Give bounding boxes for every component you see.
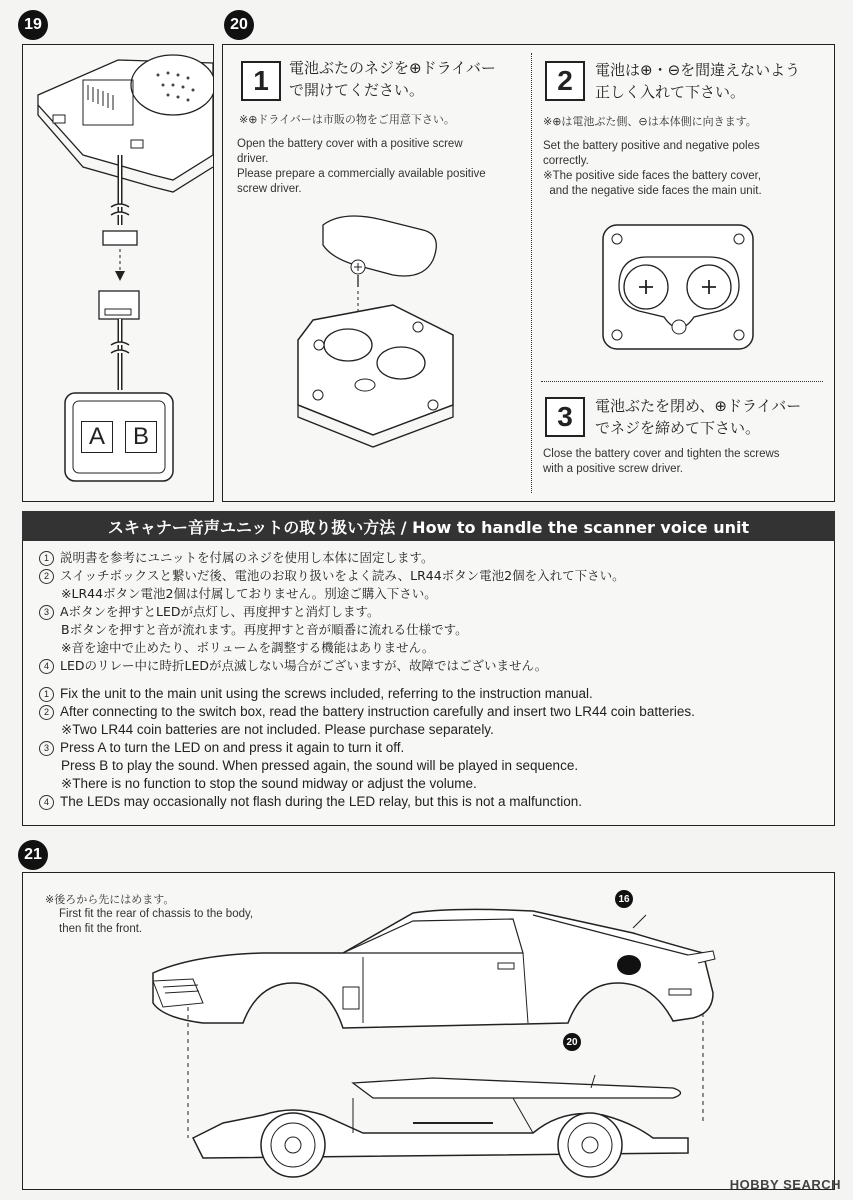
step-20-divider-horizontal [541, 381, 823, 382]
switch-button-b [125, 421, 157, 453]
substep-2-english-line: correctly. [543, 155, 589, 167]
substep-1-number: 1 [241, 61, 281, 101]
part-16-badge [615, 890, 633, 908]
scanner-section-title: スキャナー音声ユニットの取り扱い方法 / How to handle the scanner voice unit [22, 511, 835, 541]
switch-button-a-label: A [88, 423, 105, 450]
step-20-number: 20 [230, 16, 248, 33]
part-20-badge [563, 1033, 581, 1051]
switch-button-b-label: B [132, 423, 149, 450]
step-19-number: 19 [24, 16, 42, 33]
switch-button-a [81, 421, 113, 453]
en-instruction-3-note: ※There is no function to stop the sound midway or adjust the volume. [61, 776, 477, 791]
step-20-divider-vertical [531, 53, 532, 493]
substep-1-note: ※⊕ドライバーは市販の物をご用意下さい。 [239, 113, 455, 126]
jp-instruction-2: 2 スイッチボックスと繋いだ後、電池のお取り扱いをよく読み、LR44ボタン電池2個を入れて下さい。 [39, 567, 625, 585]
substep-1-english-line: Please prepare a commercially available positive [237, 168, 486, 180]
jp-instruction-3: 3 Aボタンを押すとLEDが点灯し、再度押すと消灯します。 [39, 603, 380, 621]
substep-1-english-line: driver. [237, 153, 269, 165]
jp-instruction-3-b: Bボタンを押すと音が流れます。再度押すと音が順番に流れる仕様です。 [61, 622, 468, 637]
substep-1-english-line: screw driver. [237, 183, 302, 195]
substep-2-english-line: and the negative side faces the main unit. [543, 185, 762, 197]
jp-instruction-2-note: ※LR44ボタン電池2個は付属しておりません。別途ご購入下さい。 [61, 586, 437, 601]
step-20-badge [224, 10, 254, 40]
substep-1-english [237, 137, 527, 197]
substep-2-title-line2: 正しく入れて下さい。 [595, 83, 746, 101]
en-instruction-3: 3 Press A to turn the LED on and press it again to turn it off. [39, 739, 404, 757]
assembly-note-en-2: then fit the front. [59, 923, 143, 935]
step-20-panel [222, 44, 835, 502]
en-instruction-4: 4 The LEDs may occasionally not flash during the LED relay, but this is not a malfunction. [39, 793, 582, 811]
substep-2-note: ※⊕は電池ぶた側、⊖は本体側に向きます。 [543, 115, 757, 128]
substep-3-number: 3 [545, 397, 585, 437]
substep-1-title-line2: で開けてください。 [289, 81, 425, 99]
en-instruction-3-b: Press B to play the sound. When pressed again, the sound will be played in sequence. [61, 758, 579, 773]
step-21-badge [18, 840, 48, 870]
substep-2-english-line: ※The positive side faces the battery cover, [543, 170, 762, 182]
assembly-note-jp: ※後ろから先にはめます。 [45, 893, 175, 906]
part-16-label: 16 [618, 893, 630, 905]
battery-holder-illustration [599, 221, 759, 353]
part-20-label: 20 [566, 1036, 578, 1048]
en-instruction-1: 1 Fix the unit to the main unit using the screws included, referring to the instruction manual. [39, 685, 593, 703]
battery-cover-open-illustration [283, 205, 483, 475]
jp-instruction-3-note: ※音を途中で止めたり、ボリュームを調整する機能はありません。 [61, 640, 435, 655]
jp-instruction-4: 4 LEDのリレー中に時折LEDが点滅しない場合がございますが、故障ではございません。 [39, 657, 547, 675]
substep-3-title-line2: でネジを締めて下さい。 [595, 419, 761, 437]
substep-2-english-line: Set the battery positive and negative poles [543, 140, 760, 152]
scanner-instructions [22, 541, 835, 826]
substep-1-title-line1: 電池ぶたのネジを⊕ドライバー [289, 59, 496, 77]
substep-3-title-line1: 電池ぶたを閉め、⊕ドライバー [595, 397, 802, 415]
car-assembly-illustration [113, 883, 813, 1183]
scanner-unit-illustration [23, 45, 213, 501]
substep-3-english-line: with a positive screw driver. [543, 463, 683, 475]
en-instruction-2-note: ※Two LR44 coin batteries are not included. Please purchase separately. [61, 722, 494, 737]
substep-3-english-line: Close the battery cover and tighten the screws [543, 448, 780, 460]
step-19-badge [18, 10, 48, 40]
step-21-panel [22, 872, 835, 1190]
en-instruction-2: 2 After connecting to the switch box, read the battery instruction carefully and insert two LR44 coin batteries. [39, 703, 695, 721]
substep-2-english [543, 139, 833, 199]
substep-3-english [543, 447, 833, 477]
step-21-number: 21 [24, 846, 42, 863]
substep-2-title-line1: 電池は⊕・⊖を間違えないよう [595, 61, 801, 79]
substep-1-english-line: Open the battery cover with a positive screw [237, 138, 463, 150]
jp-instruction-1: 1 説明書を参考にユニットを付属のネジを使用し本体に固定します。 [39, 549, 434, 567]
watermark: HOBBY SEARCH [729, 1177, 841, 1192]
substep-2-number: 2 [545, 61, 585, 101]
assembly-note-en-1: First fit the rear of chassis to the body, [59, 908, 254, 920]
step-19-panel [22, 44, 214, 502]
